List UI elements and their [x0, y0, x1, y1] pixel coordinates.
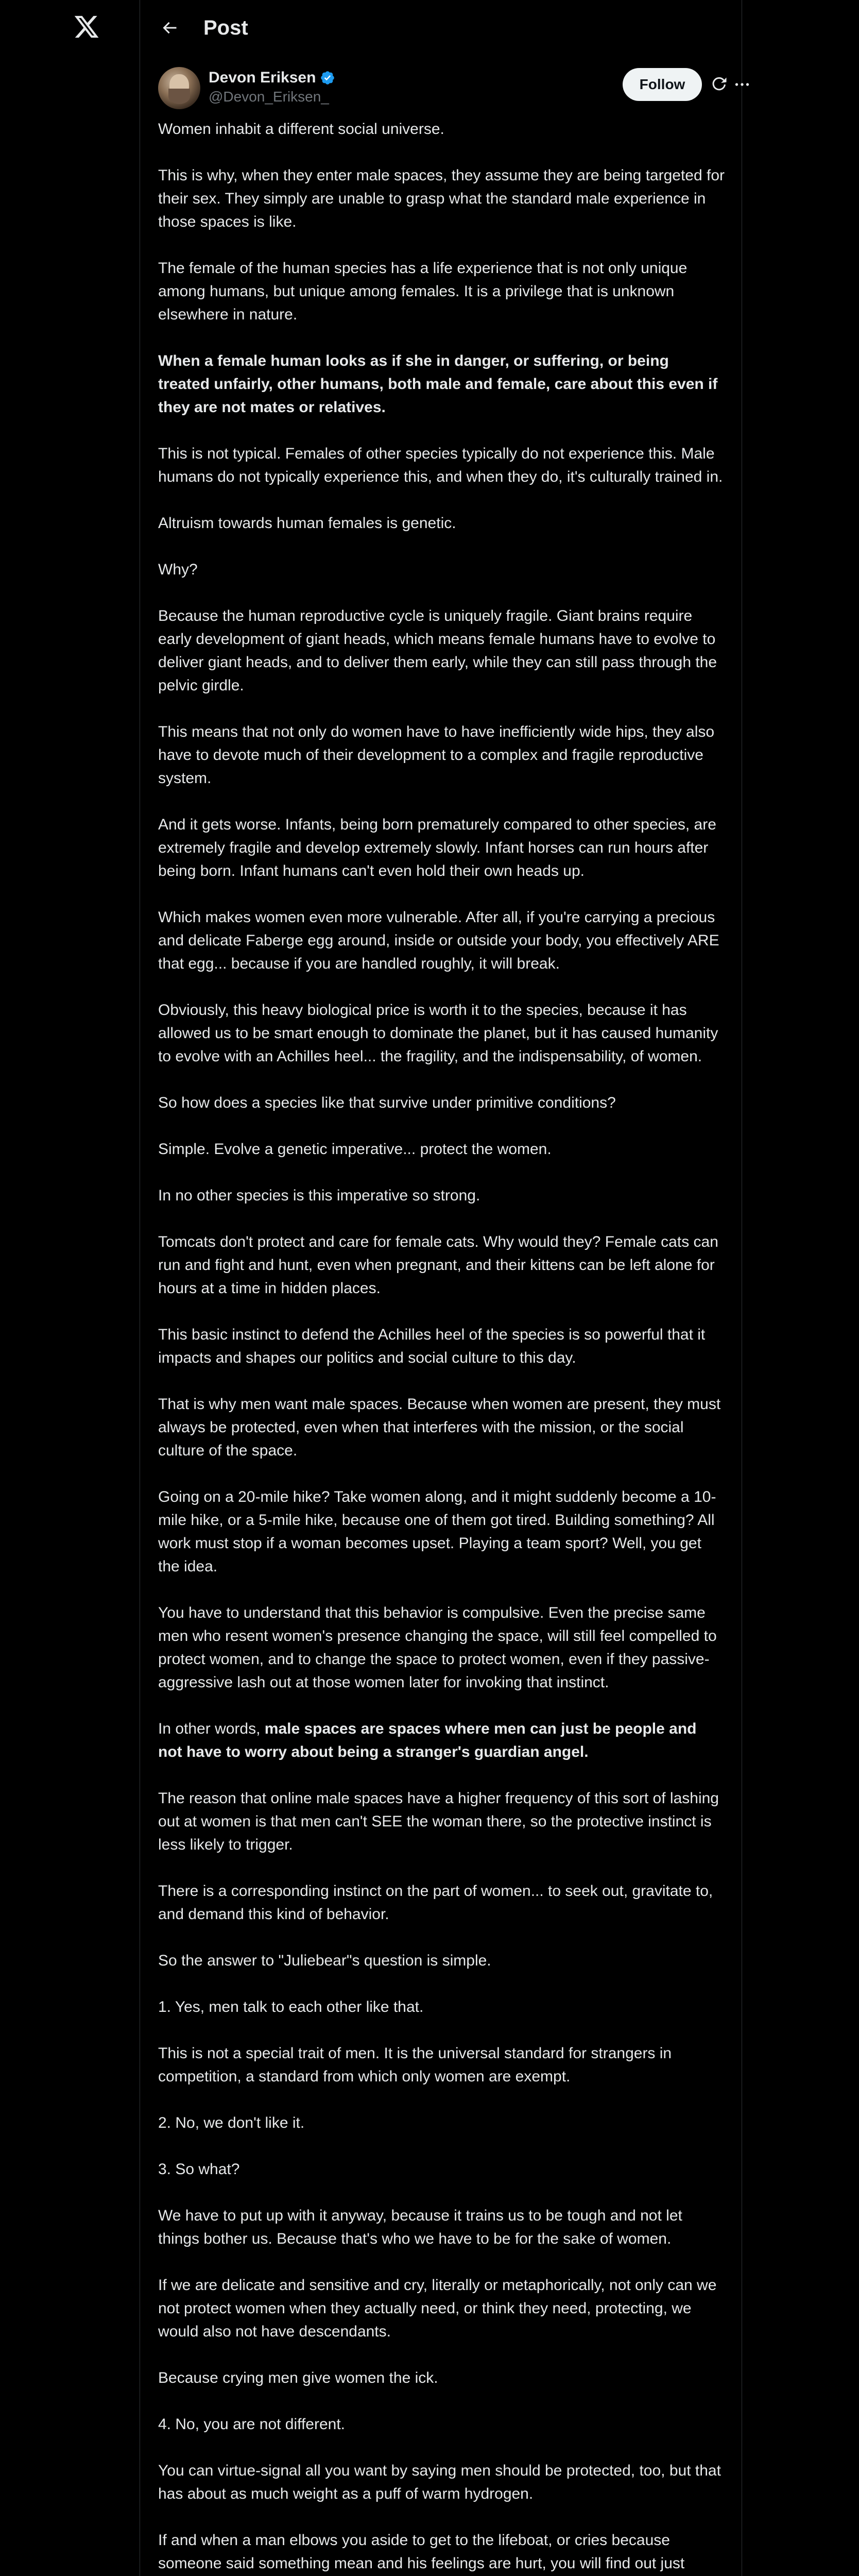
paragraph-text: In no other species is this imperative so strong.	[158, 1187, 480, 1204]
paragraph-text: Because crying men give women the ick.	[158, 2369, 438, 2386]
more-horizontal-icon[interactable]	[733, 75, 751, 94]
paragraph-text: Obviously, this heavy biological price is worth it to the species, because it has allowed us to be smart enough to dominate the planet, but it has caused humanity to evolve with an Achilles heel... the fragility, and the indispensability, of women.	[158, 1002, 718, 1065]
paragraph-bold-text: male spaces are spaces where men can just be people and not have to worry about being a stranger's guardian angel.	[158, 1720, 697, 1760]
paragraph-text: And it gets worse. Infants, being born prematurely compared to other species, are extremely fragile and develop extremely slowly. Infant horses can run hours after being born. Infant humans can't even hold their own heads up.	[158, 816, 716, 879]
post-paragraph	[158, 349, 725, 419]
top-bar	[141, 0, 741, 56]
arrow-left-icon[interactable]	[158, 16, 181, 39]
post-paragraph	[158, 998, 725, 1068]
follow-button[interactable]: Follow	[623, 68, 702, 101]
paragraph-text: This is not a special trait of men. It is the universal standard for strangers in competition, a standard from which only women are exempt.	[158, 2045, 672, 2085]
paragraph-text: The female of the human species has a life experience that is not only unique among humans, but unique among females. It is a privilege that is unknown elsewhere in nature.	[158, 260, 688, 323]
paragraph-text: Because the human reproductive cycle is uniquely fragile. Giant brains require early development of giant heads, which means female humans have to evolve to deliver giant heads, and to deliver them early, while they can still pass through the pelvic girdle.	[158, 607, 717, 694]
paragraph-text: Tomcats don't protect and care for female cats. Why would they? Female cats can run and fight and hunt, even when pregnant, and their kittens can be left alone for hours at a time in hidden places.	[158, 1233, 718, 1297]
post-paragraph	[158, 1787, 725, 1856]
post-paragraph	[158, 1995, 725, 2019]
paragraph-text: 2. No, we don't like it.	[158, 2114, 305, 2131]
post-paragraph	[158, 2111, 725, 2134]
post-paragraph	[158, 1230, 725, 1300]
post-text	[158, 117, 725, 2576]
paragraph-bold-text: When a female human looks as if she in danger, or suffering, or being treated unfairly, other humans, both male and female, care about this even if they are not mates or relatives.	[158, 352, 718, 416]
paragraph-text: In other words,	[158, 1720, 265, 1737]
paragraph-text: This means that not only do women have to have inefficiently wide hips, they also have to devote much of their development to a complex and fragile reproductive system.	[158, 723, 715, 787]
grok-icon[interactable]	[710, 75, 729, 94]
post-paragraph	[158, 1091, 725, 1114]
author-name[interactable]: Devon Eriksen	[209, 69, 316, 86]
paragraph-text: If we are delicate and sensitive and cry, literally or metaphorically, not only can we not protect women when they actually need, or think they need, protecting, we would also not have descendants.	[158, 2277, 717, 2340]
post-paragraph	[158, 1184, 725, 1207]
post-paragraph	[158, 1879, 725, 1926]
post-paragraph	[158, 512, 725, 535]
paragraph-text: Women inhabit a different social universe.	[158, 121, 444, 138]
post-paragraph	[158, 1393, 725, 1462]
paragraph-text: Simple. Evolve a genetic imperative... protect the women.	[158, 1141, 552, 1158]
paragraph-text: Going on a 20-mile hike? Take women along, and it might suddenly become a 10-mile hike, or a 5-mile hike, because one of them got tired. Building something? All work must stop if a woman becomes upset. Playing a team sport? Well, you get the idea.	[158, 1488, 716, 1575]
x-logo-icon[interactable]	[71, 11, 102, 42]
paragraph-text: There is a corresponding instinct on the part of women... to seek out, gravitate to, and demand this kind of behavior.	[158, 1883, 713, 1923]
paragraph-text: Altruism towards human females is genetic.	[158, 515, 456, 532]
post-paragraph	[158, 1138, 725, 1161]
post-paragraph	[158, 558, 725, 581]
avatar[interactable]	[158, 67, 200, 109]
post-paragraph	[158, 1601, 725, 1694]
post-paragraph	[158, 442, 725, 488]
paragraph-text: 3. So what?	[158, 2161, 240, 2178]
post-paragraph	[158, 2529, 725, 2576]
post-paragraph	[158, 2413, 725, 2436]
paragraph-text: You have to understand that this behavior is compulsive. Even the precise same men who resent women's presence changing the space, will still feel compelled to protect women, and to change the space to protect women, even if they passive-aggressive lash out at those women later for invoking that instinct.	[158, 1604, 717, 1691]
paragraph-text: Which makes women even more vulnerable. After all, if you're carrying a precious and delicate Faberge egg around, inside or outside your body, you effectively ARE that egg... because if you are handled roughly, it will break.	[158, 909, 719, 972]
paragraph-text: 1. Yes, men talk to each other like that.	[158, 1998, 424, 2015]
paragraph-text: Why?	[158, 561, 198, 578]
paragraph-text: 4. No, you are not different.	[158, 2416, 346, 2433]
post-paragraph	[158, 1323, 725, 1369]
post-paragraph	[158, 604, 725, 697]
post-paragraph	[158, 1717, 725, 1764]
paragraph-text: The reason that online male spaces have a higher frequency of this sort of lashing out at women is that men can't SEE the woman there, so the protective instinct is less likely to trigger.	[158, 1790, 719, 1853]
left-rail	[0, 0, 140, 2576]
post-paragraph	[158, 720, 725, 790]
post-paragraph	[158, 257, 725, 326]
post-paragraph	[158, 2274, 725, 2343]
post-paragraph	[158, 164, 725, 233]
page-title: Post	[203, 16, 248, 39]
paragraph-text: We have to put up with it anyway, because it trains us to be tough and not let things bother us. Because that's who we have to be for the sake of women.	[158, 2207, 682, 2247]
post-paragraph	[158, 2366, 725, 2389]
verified-badge-icon	[320, 70, 335, 86]
post-paragraph	[158, 2459, 725, 2505]
post-paragraph	[158, 1949, 725, 1972]
paragraph-text: This basic instinct to defend the Achilles heel of the species is so powerful that it impacts and shapes our politics and social culture to this day.	[158, 1326, 706, 1366]
post-paragraph	[158, 813, 725, 883]
paragraph-text: If and when a man elbows you aside to get to the lifeboat, or cries because someone said something mean and his feelings are hurt, you will find out just	[158, 2532, 685, 2572]
main-column	[141, 0, 741, 2576]
post-paragraph	[158, 117, 725, 141]
paragraph-text: This is not typical. Females of other species typically do not experience this. Male humans do not typically experience this, and when they do, it's culturally trained in.	[158, 445, 723, 485]
post-paragraph	[158, 906, 725, 975]
paragraph-text: So how does a species like that survive under primitive conditions?	[158, 1094, 616, 1111]
author-handle[interactable]: @Devon_Eriksen_	[209, 89, 329, 105]
paragraph-text: That is why men want male spaces. Because when women are present, they must always be protected, even when that interferes with the mission, or the social culture of the space.	[158, 1396, 721, 1459]
paragraph-text: So the answer to "Juliebear"s question is simple.	[158, 1952, 491, 1969]
paragraph-text: This is why, when they enter male spaces, they assume they are being targeted for their sex. They simply are unable to grasp what the standard male experience in those spaces is like.	[158, 167, 725, 230]
paragraph-text: You can virtue-signal all you want by saying men should be protected, too, but that has about as much weight as a puff of warm hydrogen.	[158, 2462, 721, 2502]
post-paragraph	[158, 1485, 725, 1578]
post-paragraph	[158, 2042, 725, 2088]
author-name-row[interactable]	[209, 69, 335, 87]
post-paragraph	[158, 2158, 725, 2181]
post-author	[158, 64, 741, 117]
post-paragraph	[158, 2204, 725, 2250]
